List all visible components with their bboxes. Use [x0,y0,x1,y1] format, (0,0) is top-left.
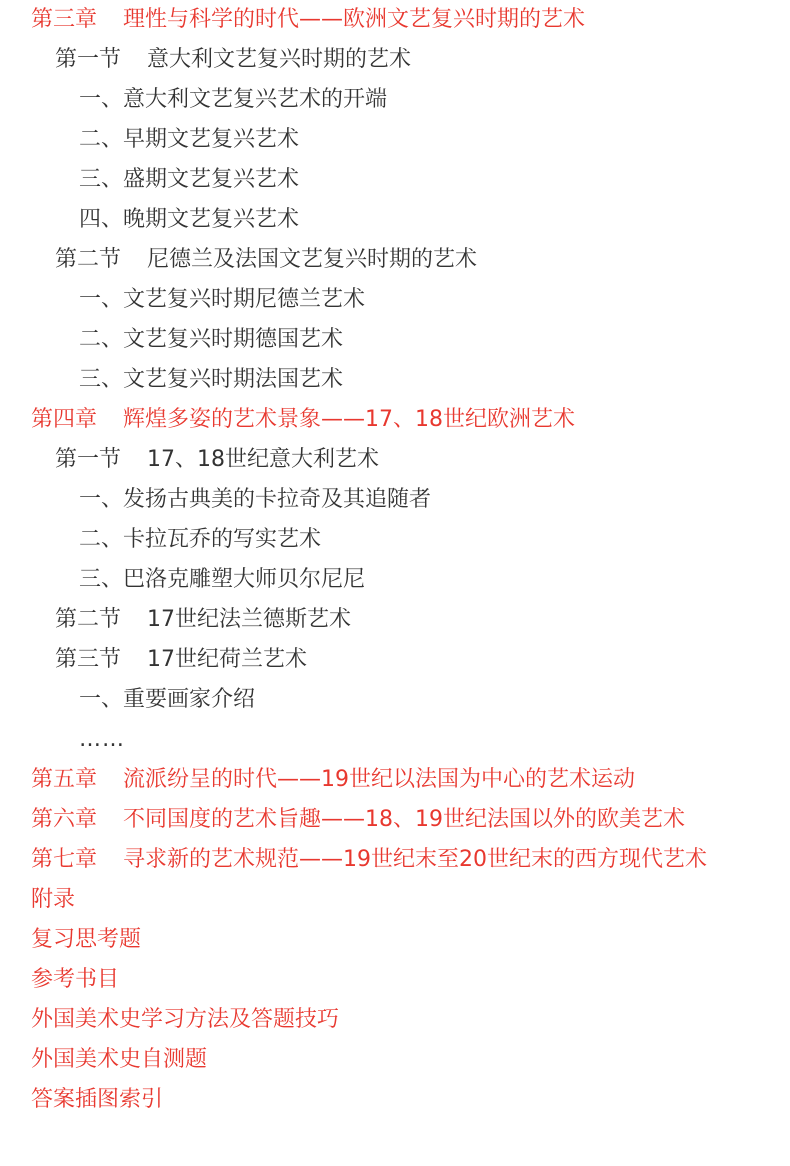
toc-item[interactable]: 一、重要画家介绍 [79,687,256,712]
section-number: 第一节 [55,447,122,472]
toc-chapter-7[interactable] [31,840,707,880]
toc-section[interactable] [55,440,379,480]
toc-chapter-5[interactable] [31,760,635,800]
toc-study-methods[interactable]: 外国美术史学习方法及答题技巧 [31,1007,340,1032]
section-number: 第三节 [55,647,122,672]
toc-item[interactable]: 三、文艺复兴时期法国艺术 [79,367,344,392]
chapter-title: 寻求新的艺术规范——19世纪末至20世纪末的西方现代艺术 [123,847,708,872]
toc-item[interactable]: 二、早期文艺复兴艺术 [79,127,300,152]
toc-item[interactable]: 三、巴洛克雕塑大师贝尔尼尼 [79,567,366,592]
toc-section[interactable] [55,640,307,680]
chapter-title: 辉煌多姿的艺术景象——17、18世纪欧洲艺术 [123,407,576,432]
toc-section[interactable] [55,600,351,640]
section-title: 尼德兰及法国文艺复兴时期的艺术 [147,247,478,272]
toc-review-questions[interactable]: 复习思考题 [31,927,142,952]
toc-appendix[interactable]: 附录 [31,887,76,912]
section-title: 意大利文艺复兴时期的艺术 [147,47,412,72]
toc-self-test[interactable]: 外国美术史自测题 [31,1047,208,1072]
toc-chapter-4[interactable] [31,400,575,440]
toc-item[interactable]: 四、晚期文艺复兴艺术 [79,207,300,232]
toc-ellipsis: …… [79,727,125,752]
chapter-number: 第三章 [31,7,98,32]
section-title: 17、18世纪意大利艺术 [147,447,380,472]
toc-item[interactable]: 一、发扬古典美的卡拉奇及其追随者 [79,487,432,512]
toc-item[interactable]: 二、卡拉瓦乔的写实艺术 [79,527,322,552]
toc-section[interactable] [55,240,477,280]
chapter-title: 流派纷呈的时代——19世纪以法国为中心的艺术运动 [123,767,636,792]
chapter-number: 第七章 [31,847,98,872]
section-number: 第二节 [55,247,122,272]
section-title: 17世纪法兰德斯艺术 [147,607,352,632]
toc-item[interactable]: 一、意大利文艺复兴艺术的开端 [79,87,388,112]
toc-item[interactable]: 二、文艺复兴时期德国艺术 [79,327,344,352]
section-number: 第一节 [55,47,122,72]
toc-section[interactable] [55,40,411,80]
chapter-title: 不同国度的艺术旨趣——18、19世纪法国以外的欧美艺术 [123,807,686,832]
chapter-number: 第五章 [31,767,98,792]
section-number: 第二节 [55,607,122,632]
section-title: 17世纪荷兰艺术 [147,647,308,672]
toc-illustration-index[interactable]: 答案插图索引 [31,1087,164,1112]
chapter-title: 理性与科学的时代——欧洲文艺复兴时期的艺术 [123,7,586,32]
toc-bibliography[interactable]: 参考书目 [31,967,120,992]
toc-chapter-6[interactable] [31,800,685,840]
toc-item[interactable]: 一、文艺复兴时期尼德兰艺术 [79,287,366,312]
chapter-number: 第四章 [31,407,98,432]
chapter-number: 第六章 [31,807,98,832]
toc-item[interactable]: 三、盛期文艺复兴艺术 [79,167,300,192]
toc-chapter-3[interactable] [31,0,585,40]
